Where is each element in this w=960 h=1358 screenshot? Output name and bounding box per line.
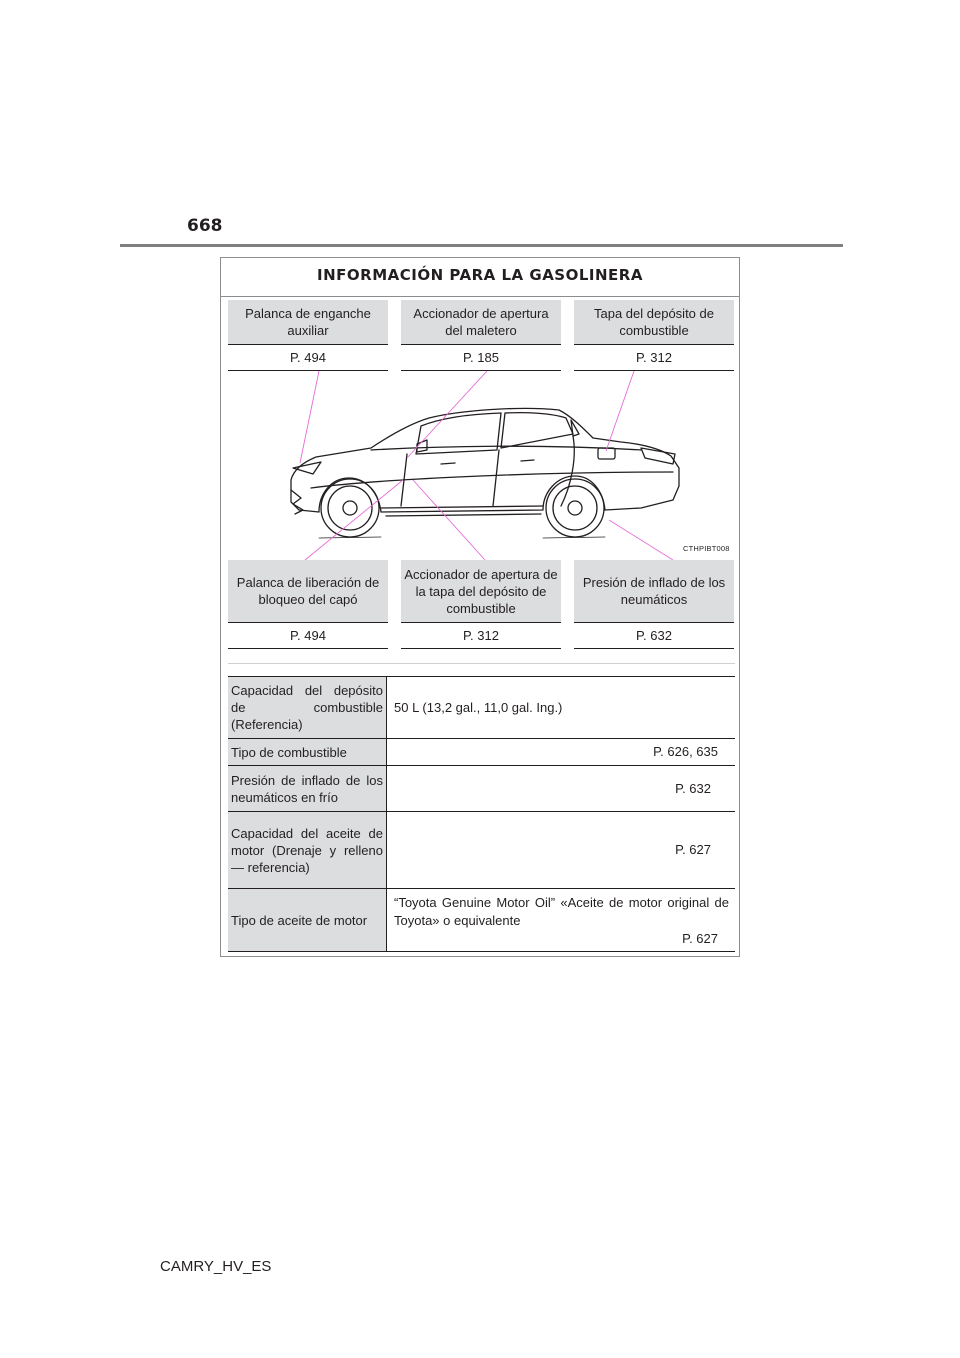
gas-station-info-box	[220, 257, 740, 957]
label-fuel-tank-door: Tapa del depósito de combustible	[574, 300, 734, 345]
table-row	[228, 738, 735, 765]
label-auxiliary-hook-lever: Palanca de enganche auxiliar	[228, 300, 388, 345]
spec-label-fuel-tank-capacity: Capacidad del depósito de combustible (Referencia)	[228, 677, 387, 738]
spec-value-cold-tire-pressure	[394, 766, 729, 811]
page-ref-fuel-tank-door[interactable]: P. 312	[574, 345, 734, 371]
page-ref-tire-inflation-pressure[interactable]: P. 632	[574, 623, 734, 649]
header-rule	[120, 244, 843, 247]
section-divider	[228, 663, 735, 664]
spec-label-cold-tire-pressure: Presión de inflado de los neumáticos en frío	[228, 766, 387, 811]
label-hood-lock-release-lever: Palanca de liberación de bloqueo del capó	[228, 560, 388, 623]
page-number: 668	[187, 216, 223, 236]
figure-code: CTHPIBT008	[683, 544, 730, 553]
page-ref-engine-oil-type[interactable]: P. 627	[682, 931, 718, 946]
page-ref-engine-oil-capacity[interactable]: P. 627	[675, 842, 711, 857]
label-fuel-door-opener: Accionador de apertura de la tapa del depósito de combustible	[401, 560, 561, 623]
page-ref-hood-lock-release-lever[interactable]: P. 494	[228, 623, 388, 649]
table-row	[228, 676, 735, 738]
spec-value-engine-oil-type: “Toyota Genuine Motor Oil” «Aceite de motor original de Toyota» o equivalente P. 627	[394, 895, 729, 946]
spec-label-engine-oil-type: Tipo de aceite de motor	[228, 889, 387, 951]
label-tire-inflation-pressure: Presión de inflado de los neumáticos	[574, 560, 734, 623]
page-ref-fuel-door-opener[interactable]: P. 312	[401, 623, 561, 649]
page-ref-auxiliary-hook-lever[interactable]: P. 494	[228, 345, 388, 371]
table-row	[228, 765, 735, 811]
spec-label-fuel-type: Tipo de combustible	[228, 739, 387, 765]
label-trunk-opener: Accionador de apertura del maletero	[401, 300, 561, 345]
spec-label-engine-oil-capacity: Capacidad del aceite de motor (Drenaje y relleno — referencia)	[228, 812, 387, 888]
spec-value-fuel-type	[394, 739, 729, 765]
box-title: INFORMACIÓN PARA LA GASOLINERA	[317, 266, 643, 284]
page-ref-trunk-opener[interactable]: P. 185	[401, 345, 561, 371]
page-ref-cold-tire-pressure[interactable]: P. 632	[675, 781, 711, 796]
table-row	[228, 888, 735, 952]
spec-value-engine-oil-capacity	[394, 812, 729, 888]
footer-code: CAMRY_HV_ES	[160, 1258, 272, 1275]
spec-value-fuel-tank-capacity: 50 L (13,2 gal., 11,0 gal. Ing.)	[394, 700, 563, 715]
page-ref-fuel-type[interactable]: P. 626, 635	[653, 744, 718, 759]
table-row	[228, 811, 735, 888]
